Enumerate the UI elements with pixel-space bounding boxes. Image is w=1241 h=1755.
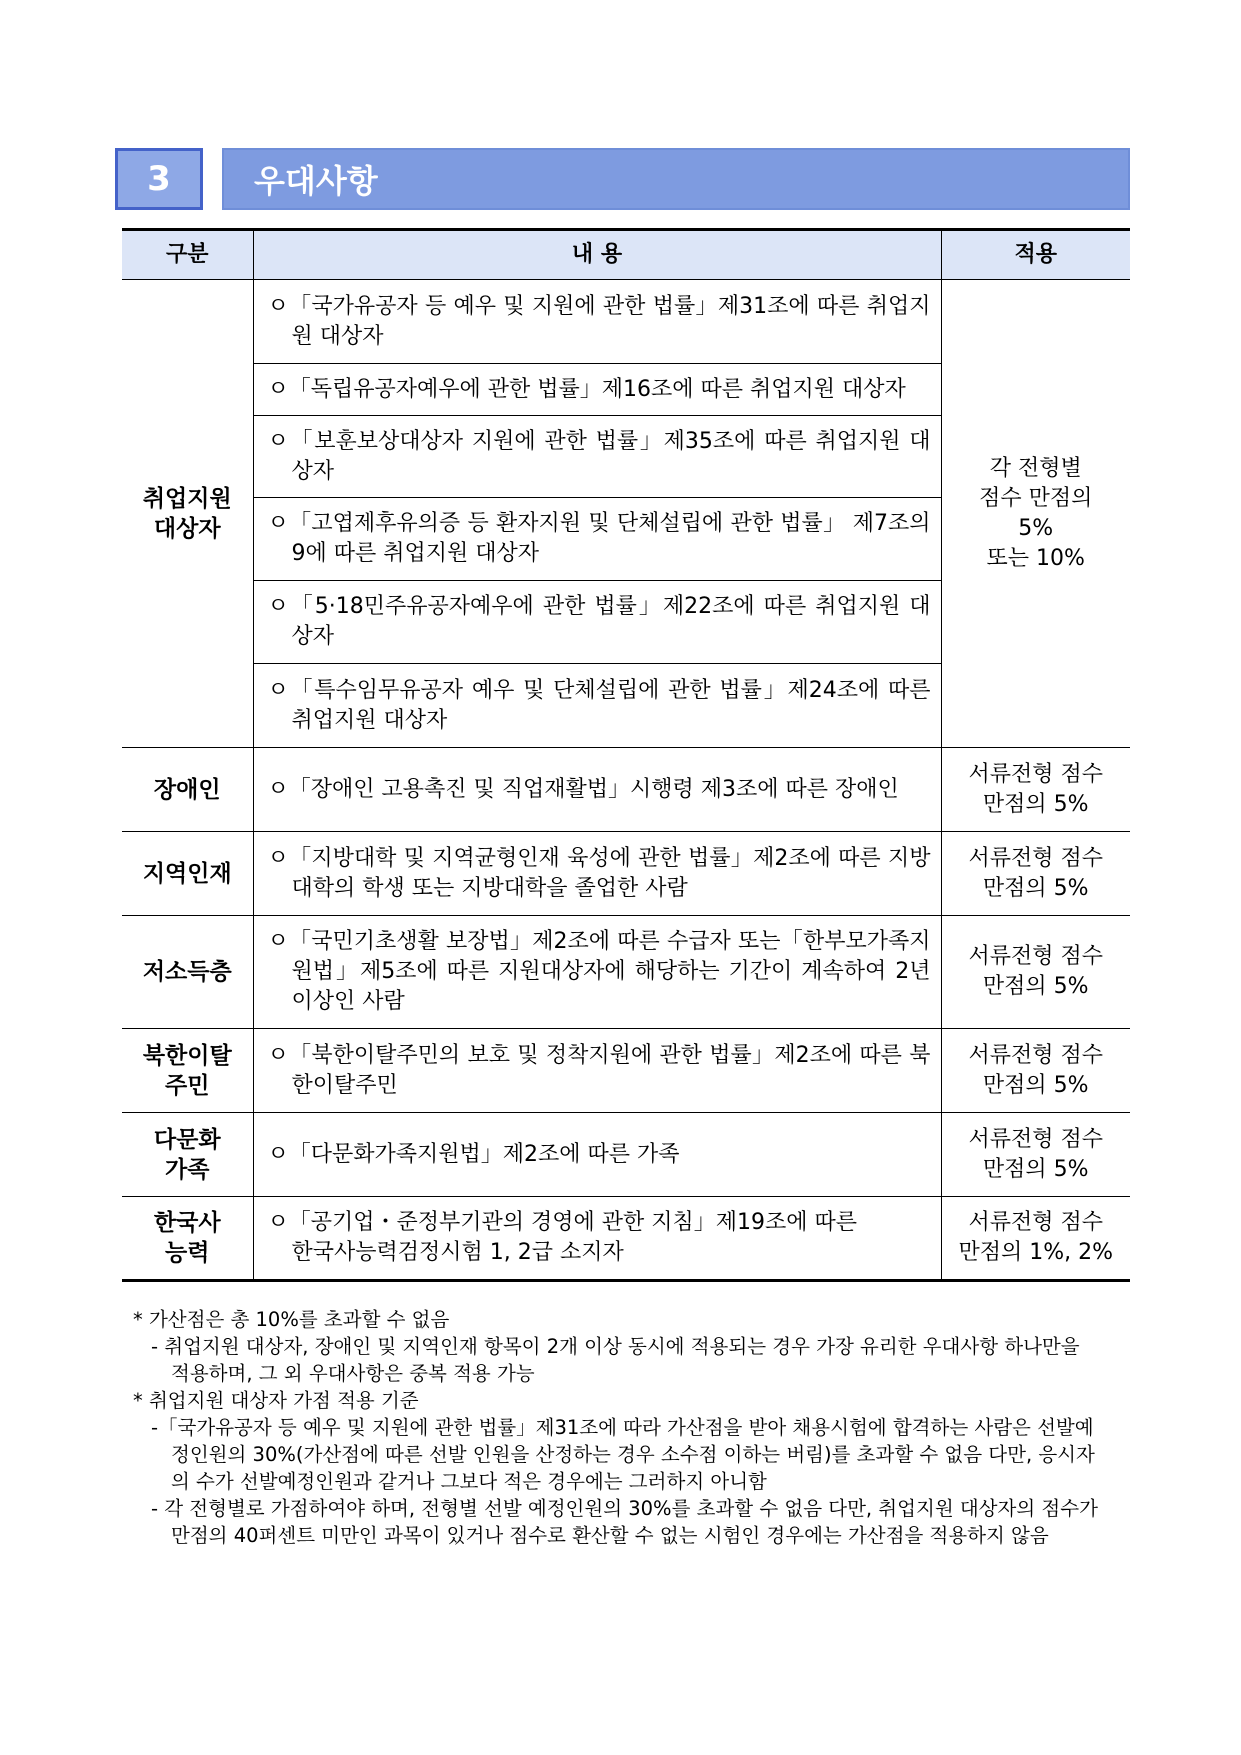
table-row xyxy=(122,1029,1130,1113)
row-category: 장애인 xyxy=(122,748,253,832)
row-category: 다문화 가족 xyxy=(122,1113,253,1197)
row-content: ㅇ「국가유공자 등 예우 및 지원에 관한 법률」제31조에 따른 취업지원 대상자 xyxy=(253,280,941,364)
header-category: 구분 xyxy=(122,230,253,280)
note-item: * 취업지원 대상자 가점 적용 기준 xyxy=(133,1389,419,1412)
row-apply: 서류전형 점수 만점의 5% xyxy=(941,1029,1130,1113)
row-content: ㅇ「고엽제후유의증 등 환자지원 및 단체설립에 관한 법률」 제7조의9에 따른 취업지원 대상자 xyxy=(253,498,941,581)
row-content: ㅇ「지방대학 및 지역균형인재 육성에 관한 법률」제2조에 따른 지방대학의 학생 또는 지방대학을 졸업한 사람 xyxy=(253,832,941,916)
table-row xyxy=(122,1197,1130,1281)
row-content: ㅇ「장애인 고용촉진 및 직업재활법」시행령 제3조에 따른 장애인 xyxy=(253,748,941,832)
row-content: ㅇ「독립유공자예우에 관한 법률」제16조에 따른 취업지원 대상자 xyxy=(253,364,941,416)
row-content: ㅇ「5·18민주유공자예우에 관한 법률」제22조에 따른 취업지원 대상자 xyxy=(253,581,941,664)
row-content: ㅇ「국민기초생활 보장법」제2조에 따른 수급자 또는「한부모가족지원법」제5조에 따른 지원대상자에 해당하는 기간이 계속하여 2년 이상인 사람 xyxy=(253,916,941,1029)
row-apply: 서류전형 점수 만점의 5% xyxy=(941,1113,1130,1197)
row-content: ㅇ「특수임무유공자 예우 및 단체설립에 관한 법률」제24조에 따른 취업지원 대상자 xyxy=(253,664,941,748)
table-row xyxy=(122,748,1130,832)
notes xyxy=(133,1306,1103,1549)
table-header-row xyxy=(122,230,1130,280)
row-category: 저소득층 xyxy=(122,916,253,1029)
header-apply: 적용 xyxy=(941,230,1130,280)
row-category: 북한이탈 주민 xyxy=(122,1029,253,1113)
table-row xyxy=(122,916,1130,1029)
table-row xyxy=(122,280,1130,364)
note-item: * 가산점은 총 10%를 초과할 수 없음 xyxy=(133,1308,450,1331)
section-header xyxy=(115,148,1130,210)
row-apply: 서류전형 점수 만점의 5% xyxy=(941,916,1130,1029)
row-apply: 서류전형 점수 만점의 5% xyxy=(941,748,1130,832)
row-category: 취업지원 대상자 xyxy=(122,280,253,748)
row-category: 지역인재 xyxy=(122,832,253,916)
table-row xyxy=(122,832,1130,916)
row-apply: 각 전형별 점수 만점의 5% 또는 10% xyxy=(941,280,1130,748)
row-apply: 서류전형 점수 만점의 1%, 2% xyxy=(941,1197,1130,1281)
note-subitem: - 취업지원 대상자, 장애인 및 지역인재 항목이 2개 이상 동시에 적용되는 경우 가장 유리한 우대사항 하나만을 적용하며, 그 외 우대사항은 중복 적용 가능 xyxy=(151,1335,1080,1385)
section-number: 3 xyxy=(115,148,203,210)
row-category: 한국사 능력 xyxy=(122,1197,253,1281)
row-content: ㅇ「북한이탈주민의 보호 및 정착지원에 관한 법률」제2조에 따른 북한이탈주민 xyxy=(253,1029,941,1113)
section-title: 우대사항 xyxy=(222,148,1130,210)
row-apply: 서류전형 점수 만점의 5% xyxy=(941,832,1130,916)
row-content: ㅇ「공기업・준정부기관의 경영에 관한 지침」제19조에 따른 한국사능력검정시험 1, 2급 소지자 xyxy=(253,1197,941,1281)
header-content: 내 용 xyxy=(253,230,941,280)
preference-table xyxy=(122,228,1130,1282)
row-content: ㅇ「보훈보상대상자 지원에 관한 법률」제35조에 따른 취업지원 대상자 xyxy=(253,416,941,498)
note-subitem: - 각 전형별로 가점하여야 하며, 전형별 선발 예정인원의 30%를 초과할 수 없음 다만, 취업지원 대상자의 점수가 만점의 40퍼센트 미만인 과목이 있거나 점수로 환산할 수 없는 시험인 경우에는 가산점을 적용하지 않음 xyxy=(151,1497,1098,1547)
table-row xyxy=(122,1113,1130,1197)
note-subitem: -「국가유공자 등 예우 및 지원에 관한 법률」제31조에 따라 가산점을 받아 채용시험에 합격하는 사람은 선발예정인원의 30%(가산점에 따른 선발 인원을 산정하는 경우 소수점 이하는 버림)를 초과할 수 없음 다만, 응시자의 수가 선발예정인원과 같거나 그보다 적은 경우에는 그러하지 아니함 xyxy=(151,1416,1095,1493)
row-content: ㅇ「다문화가족지원법」제2조에 따른 가족 xyxy=(253,1113,941,1197)
